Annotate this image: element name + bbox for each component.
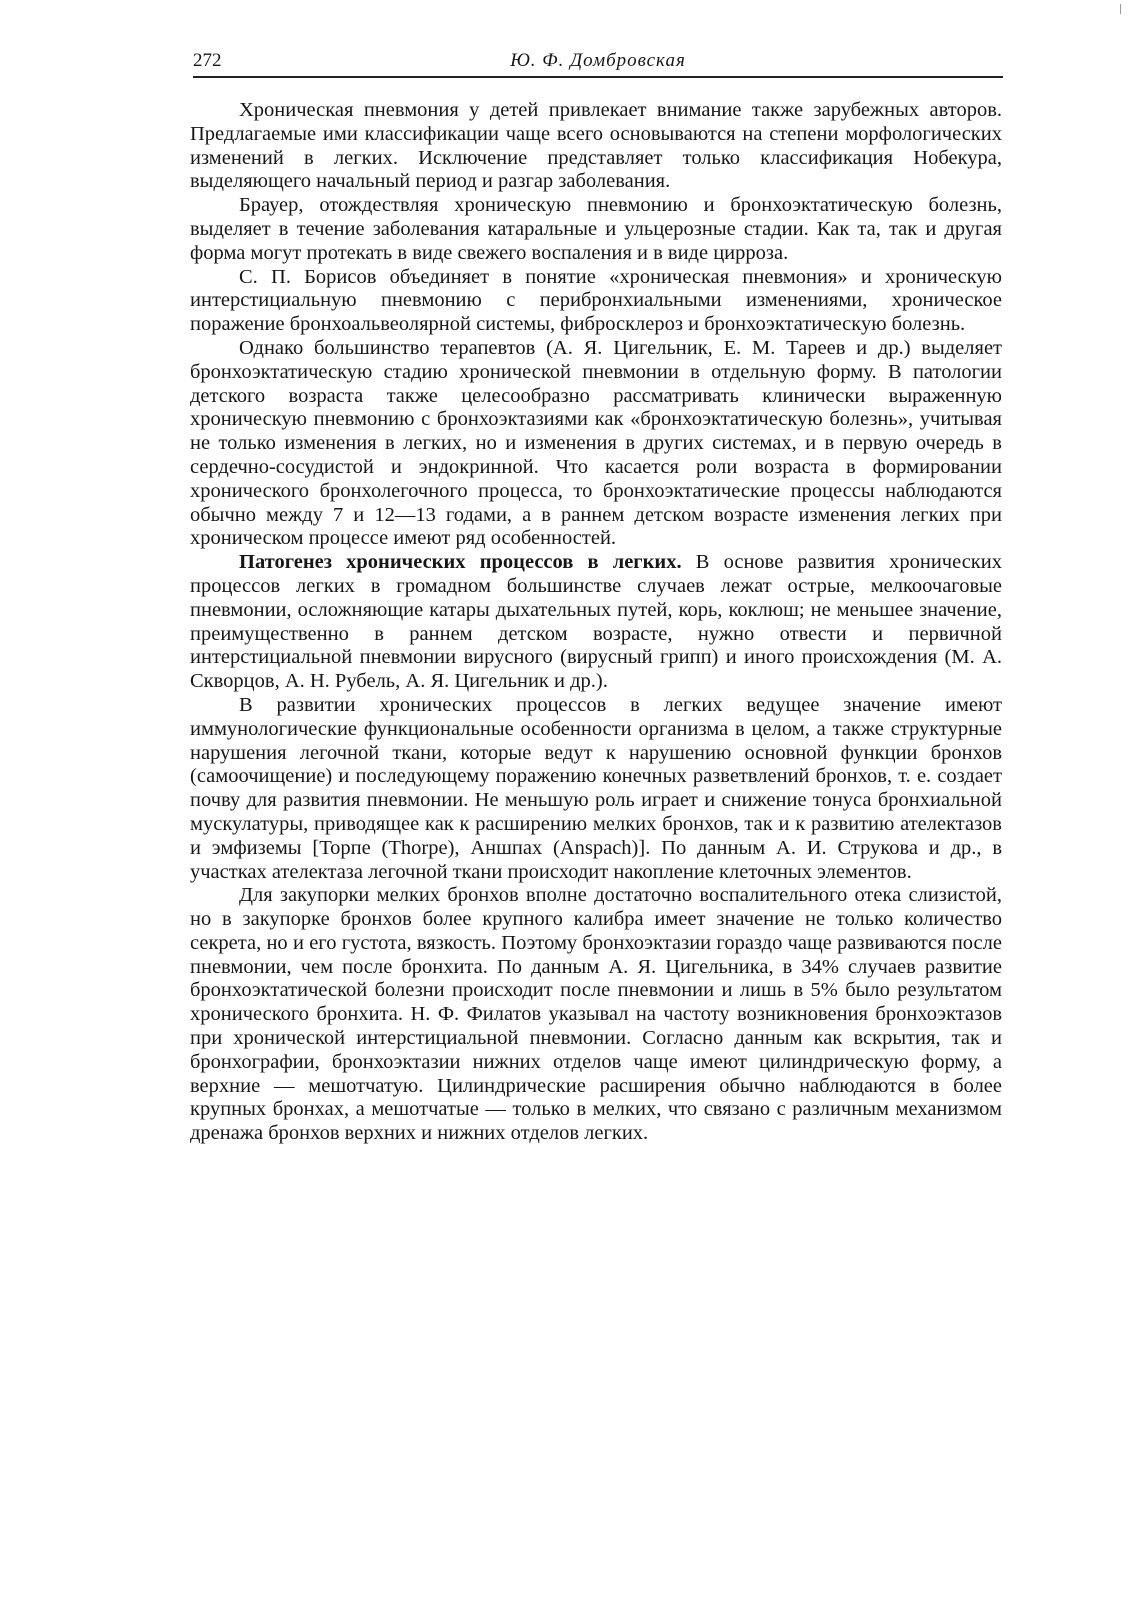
paragraph: Для закупорки мелких бронхов вполне достаточно воспалительного отека слизистой, но в закупорке бронхов более крупного калибра имеет значение не только количество секрета, но и его густота, вязкость. Поэтому бронхоэктазии гораздо чаще развиваются после пневмонии, чем после бронхита. По данным А. Я. Цигельника, в 34% случаев развитие бронхоэктатической болезни происходит после пневмонии и лишь в 5% было результатом хронического бронхита. Н. Ф. Филатов указывал на частоту возникновения бронхоэктазов при хронической интерстициальной пневмонии. Согласно данным как вскрытия, так и бронхографии, бронхоэктазии нижних отделов чаще имеют цилиндрическую форму, а верхние — мешотчатую. Цилиндрические расширения обычно наблюдаются в более крупных бронхах, а мешотчатые — только в мелких, что связано с различным механизмом дренажа бронхов верхних и нижних отделов легких. — [190, 884, 1002, 1145]
body-text — [190, 99, 1002, 1146]
paragraph-text: В основе развития хронических процессов легких в громадном большинстве случаев лежат острые, мелкоочаговые пневмонии, осложняющие катары дыхательных путей, корь, коклюш; не меньшее значение, преимущественно в раннем детском возрасте, нужно отвести и первичной интерстициальной пневмонии вирусного (вирусный грипп) и иного происхождения (М. А. Скворцов, А. Н. Рубель, А. Я. Цигельник и др.). — [190, 551, 1002, 693]
paragraph: С. П. Борисов объединяет в понятие «хроническая пневмония» и хроническую интерстициальную пневмонию с перибронхиальными изменениями, хроническое поражение бронхоальвеолярной системы, фибросклероз и бронхоэктатическую болезнь. — [190, 265, 1002, 336]
paragraph: Однако большинство терапевтов (А. Я. Цигельник, Е. М. Тареев и др.) выделяет бронхоэктатическую стадию хронической пневмонии в отдельную форму. В патологии детского возраста также целесообразно рассматривать клинически выраженную хроническую пневмонию с бронхоэктазиями как «бронхоэктатическую болезнь», учитывая не только изменения в легких, но и изменения в других системах, и в первую очередь в сердечно-сосудистой и эндокринной. Что касается роли возраста в формировании хронического бронхолегочного процесса, то бронхоэктатические процессы наблюдаются обычно между 7 и 12—13 годами, а в раннем детском возрасте изменения легких при хроническом процессе имеют ряд особенностей. — [190, 336, 1002, 550]
paragraph: Хроническая пневмония у детей привлекает внимание также зарубежных авторов. Предлагаемые ими классификации чаще всего основываются на степени морфологических изменений в легких. Исключение представляет только классификация Нобекура, выделяющего начальный период и разгар заболевания. — [190, 99, 1002, 193]
section-heading: Патогенез хронических процессов в легких. — [239, 551, 682, 574]
paragraph-with-heading — [190, 551, 1002, 694]
page-number: 272 — [193, 50, 222, 71]
running-head: Ю. Ф. Домбровская — [510, 50, 686, 71]
scan-mark — [1120, 4, 1121, 14]
page-header — [193, 46, 1003, 78]
paragraph: В развитии хронических процессов в легких ведущее значение имеют иммунологические функциональные особенности организма в целом, а также структурные нарушения легочной ткани, которые ведут к нарушению основной функции бронхов (самоочищение) и последующему поражению конечных разветвлений бронхов, т. е. создает почву для развития пневмонии. Не меньшую роль играет и снижение тонуса бронхиальной мускулатуры, приводящее как к расширению мелких бронхов, так и к развитию ателектазов и эмфиземы [Торпе (Thorpe), Аншпах (Anspach)]. По данным А. И. Струкова и др., в участках ателектаза легочной ткани происходит накопление клеточных элементов. — [190, 693, 1002, 883]
paragraph: Брауер, отождествляя хроническую пневмонию и бронхоэктатическую болезнь, выделяет в течение заболевания катаральные и ульцерозные стадии. Как та, так и другая форма могут протекать в виде свежего воспаления и в виде цирроза. — [190, 194, 1002, 264]
